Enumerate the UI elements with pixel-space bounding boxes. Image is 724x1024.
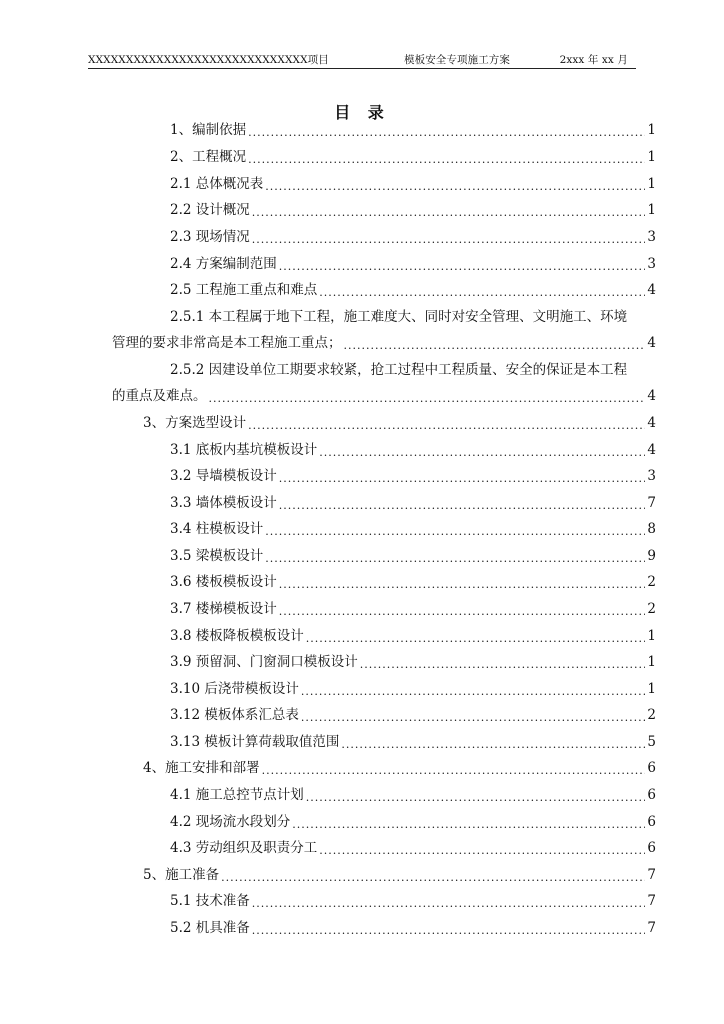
leader-dots (279, 493, 646, 513)
toc-entry[interactable] (170, 254, 656, 274)
toc-entry-page: 1 (647, 122, 656, 138)
toc-entry[interactable] (170, 705, 656, 725)
toc-entry-label: 3.7 楼梯模板设计 (170, 601, 277, 617)
leader-dots (265, 174, 645, 194)
toc-entry-label: 5、施工准备 (143, 867, 220, 883)
toc-entry-label: 5.2 机具准备 (170, 920, 250, 936)
toc-entry-label-line2: 的重点及难点。 (112, 388, 207, 404)
toc-entry-label: 3.6 楼板模板设计 (170, 574, 277, 590)
toc-entry-label: 4.2 现场流水段划分 (170, 814, 291, 830)
leader-dots (292, 812, 645, 832)
toc-entry-page: 4 (647, 415, 656, 431)
toc-entry-page: 7 (647, 920, 656, 936)
toc-entry-label: 2.5 工程施工重点和难点 (170, 282, 318, 298)
leader-dots (319, 280, 645, 300)
toc-entry-page: 4 (647, 282, 656, 298)
toc-entry[interactable] (170, 440, 656, 460)
toc-entry-label-line1[interactable]: 2.5.2 因建设单位工期要求较紧，抢工过程中工程质量、安全的保证是本工程 (170, 362, 628, 378)
toc-entry[interactable] (170, 227, 656, 247)
toc-entry[interactable] (143, 758, 656, 778)
leader-dots (306, 785, 646, 805)
toc-entry-label: 3.1 底板内基坑模板设计 (170, 442, 318, 458)
header-date: 2xxx 年 xx 月 (559, 54, 628, 66)
toc-entry-label: 2.4 方案编制范围 (170, 256, 277, 272)
toc-entry-label: 3.9 预留洞、门窗洞口模板设计 (170, 654, 358, 670)
leader-dots (319, 838, 645, 858)
leader-dots (279, 572, 646, 592)
toc-entry-label: 2.1 总体概况表 (170, 176, 264, 192)
leader-dots (248, 147, 645, 167)
toc-entry-page: 1 (647, 654, 656, 670)
toc-entry-page: 7 (647, 893, 656, 909)
toc-entry[interactable] (170, 679, 656, 699)
leader-dots (344, 333, 646, 353)
toc-entry-page: 3 (647, 229, 656, 245)
toc-entry-label: 2、工程概况 (170, 149, 247, 165)
toc-entry-label: 3.8 楼板降板模板设计 (170, 628, 304, 644)
toc-entry-page: 2 (647, 574, 656, 590)
toc-title: 目 录 (334, 103, 390, 122)
leader-dots (306, 626, 646, 646)
toc-entry[interactable] (112, 386, 656, 406)
toc-entry-page: 3 (647, 468, 656, 484)
toc-entry-label: 3、方案选型设计 (143, 415, 247, 431)
toc-entry-label: 3.5 梁模板设计 (170, 548, 264, 564)
toc-entry-label: 1、编制依据 (170, 122, 247, 138)
leader-dots (279, 254, 646, 274)
leader-dots (252, 227, 646, 247)
leader-dots (248, 120, 645, 140)
leader-dots (209, 386, 646, 406)
leader-dots (279, 599, 646, 619)
header-document-title: 模板安全专项施工方案 (404, 54, 510, 66)
header-project-name: XXXXXXXXXXXXXXXXXXXXXXXXXXXXX项目 (88, 54, 329, 66)
toc-entry[interactable] (170, 200, 656, 220)
leader-dots (252, 200, 646, 220)
toc-entry-label: 2.3 现场情况 (170, 229, 250, 245)
toc-entry[interactable] (170, 599, 656, 619)
toc-entry[interactable] (170, 891, 656, 911)
toc-entry-label: 4.3 劳动组织及职责分工 (170, 840, 318, 856)
toc-entry-label: 3.12 模板体系汇总表 (170, 707, 299, 723)
toc-entry[interactable] (170, 785, 656, 805)
toc-entry-page: 1 (647, 176, 656, 192)
toc-entry[interactable] (170, 280, 656, 300)
toc-entry-page: 2 (647, 707, 656, 723)
toc-entry-page: 4 (647, 388, 656, 404)
toc-entry[interactable] (170, 572, 656, 592)
leader-dots (252, 891, 646, 911)
leader-dots (221, 865, 645, 885)
toc-entry-label: 4、施工安排和部署 (143, 760, 260, 776)
toc-entry-label: 3.10 后浇带模板设计 (170, 681, 299, 697)
toc-entry-label: 3.13 模板计算荷载取值范围 (170, 734, 340, 750)
leader-dots (265, 546, 645, 566)
toc-entry[interactable] (170, 147, 656, 167)
toc-entry[interactable] (170, 174, 656, 194)
toc-entry-page: 1 (647, 149, 656, 165)
toc-entry-page: 4 (647, 442, 656, 458)
toc-entry[interactable] (170, 812, 656, 832)
toc-entry-page: 5 (647, 734, 656, 750)
leader-dots (252, 918, 646, 938)
toc-entry[interactable] (170, 652, 656, 672)
toc-entry[interactable] (143, 865, 656, 885)
leader-dots (262, 758, 646, 778)
leader-dots (319, 440, 645, 460)
toc-entry[interactable] (170, 493, 656, 513)
toc-entry-label-line2: 管理的要求非常高是本工程施工重点； (112, 335, 342, 351)
toc-entry[interactable] (170, 120, 656, 140)
toc-entry-page: 7 (647, 867, 656, 883)
toc-entry-page: 2 (647, 601, 656, 617)
toc-entry[interactable] (170, 626, 656, 646)
toc-entry-page: 1 (647, 202, 656, 218)
toc-entry-label: 3.2 导墙模板设计 (170, 468, 277, 484)
toc-entry[interactable] (170, 519, 656, 539)
toc-entry[interactable] (112, 333, 656, 353)
toc-entry-label-line1[interactable]: 2.5.1 本工程属于地下工程，施工难度大、同时对安全管理、文明施工、环境 (170, 309, 628, 325)
toc-entry[interactable] (170, 466, 656, 486)
leader-dots (360, 652, 646, 672)
leader-dots (279, 466, 646, 486)
toc-entry-label: 5.1 技术准备 (170, 893, 250, 909)
toc-entry-page: 6 (647, 814, 656, 830)
toc-entry-page: 6 (647, 787, 656, 803)
toc-entry[interactable] (170, 838, 656, 858)
leader-dots (265, 519, 645, 539)
toc-entry-page: 1 (647, 681, 656, 697)
toc-entry-page: 1 (647, 628, 656, 644)
toc-entry-label: 2.2 设计概况 (170, 202, 250, 218)
toc-entry-page: 8 (647, 521, 656, 537)
leader-dots (341, 732, 645, 752)
toc-entry[interactable] (170, 918, 656, 938)
toc-entry[interactable] (143, 413, 656, 433)
toc-entry-page: 7 (647, 495, 656, 511)
toc-entry-page: 9 (647, 548, 656, 564)
leader-dots (301, 705, 646, 725)
toc-entry-page: 6 (647, 760, 656, 776)
toc-entry-page: 4 (647, 335, 656, 351)
leader-dots (301, 679, 646, 699)
toc-entry-label: 4.1 施工总控节点计划 (170, 787, 304, 803)
leader-dots (248, 413, 645, 433)
toc-entry-label: 3.3 墙体模板设计 (170, 495, 277, 511)
toc-entry-label: 3.4 柱模板设计 (170, 521, 264, 537)
toc-entry[interactable] (170, 546, 656, 566)
toc-entry-page: 3 (647, 256, 656, 272)
toc-entry-page: 6 (647, 840, 656, 856)
toc-entry[interactable] (170, 732, 656, 752)
